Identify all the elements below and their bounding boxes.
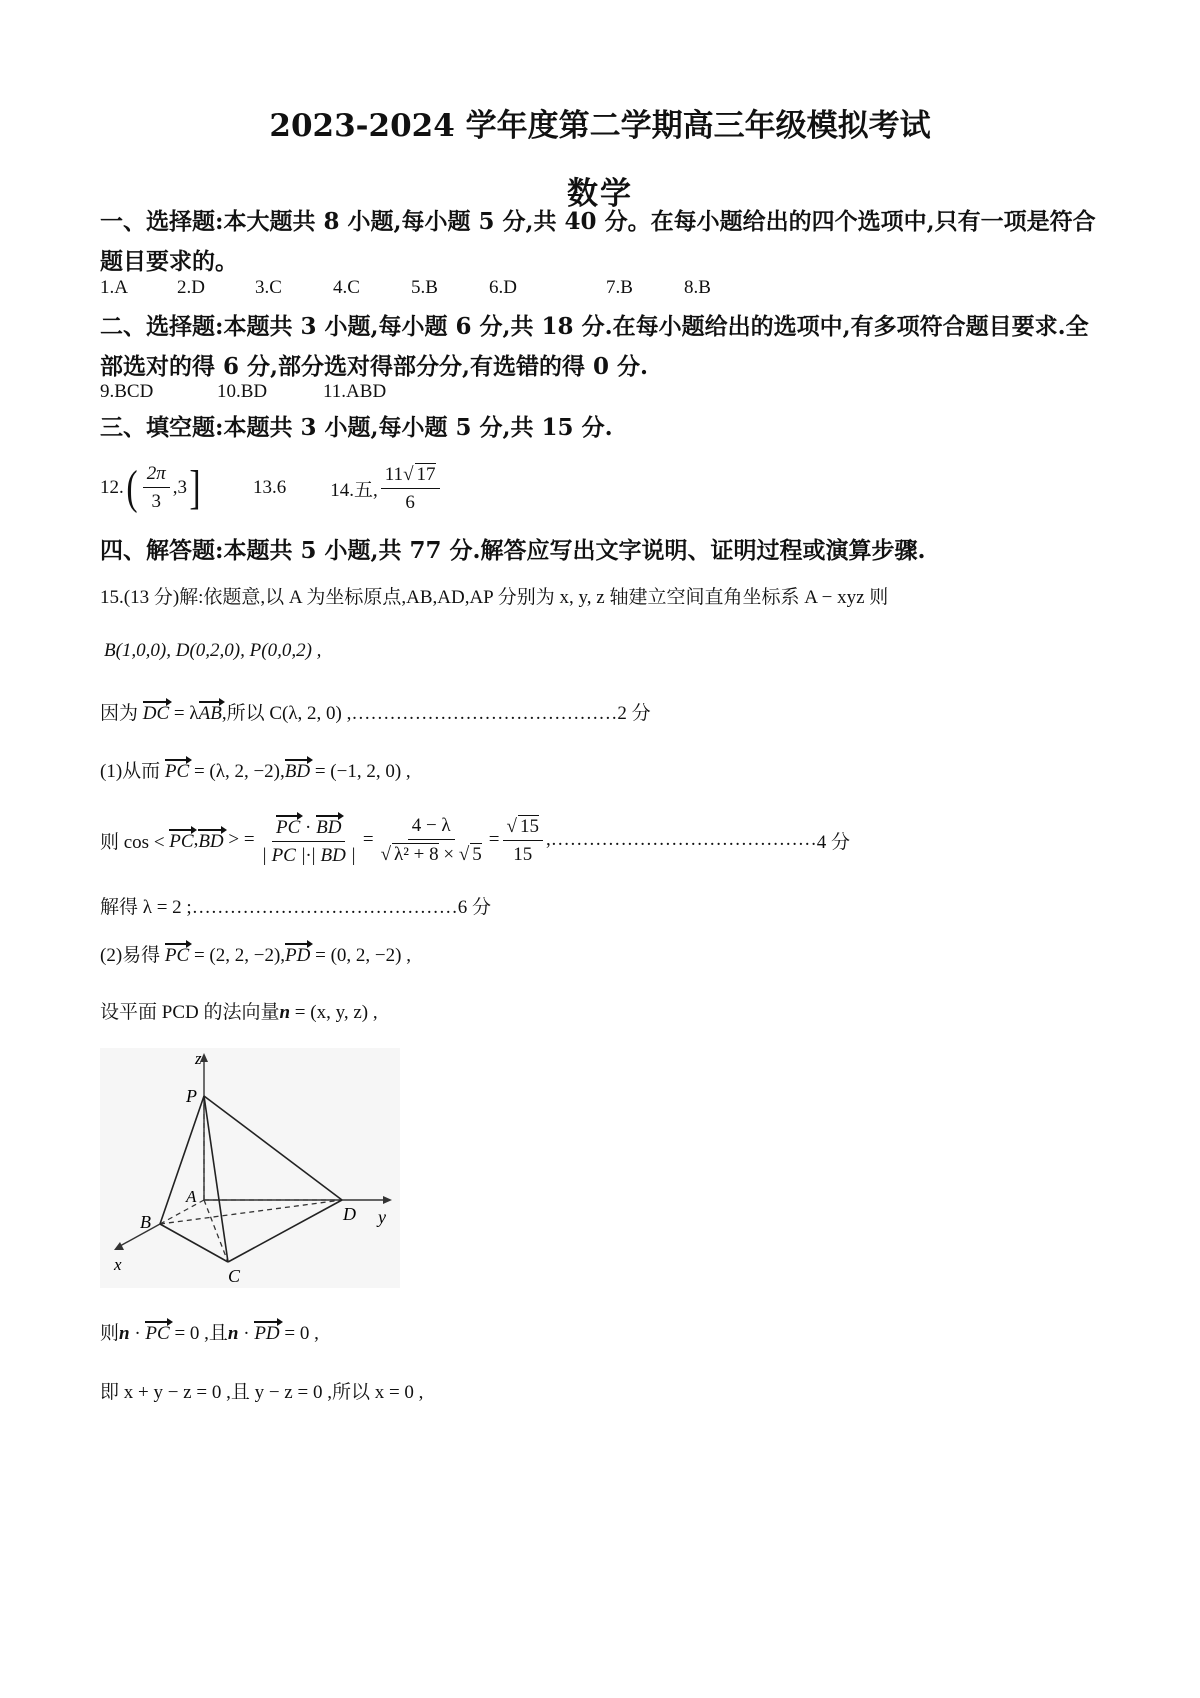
cos-fraction-1-numerator: [272, 813, 345, 842]
line8-text-b: = (x, y, z) ,: [290, 1002, 378, 1023]
section-4-heading: 四、解答题:本题共 5 小题,共 77 分.解答应写出文字说明、证明过程或演算步骤.: [100, 537, 926, 564]
line3-score: 2 分: [617, 703, 651, 724]
cos-vector-bd: BD: [198, 827, 223, 853]
vector-pc-2: PC: [165, 941, 189, 967]
label-a: A: [186, 1187, 197, 1206]
answer-4: 4.C: [333, 277, 360, 298]
pyramid-figure: [100, 1048, 400, 1288]
line3-text-b: = λ: [169, 703, 199, 724]
solution-line-9: [100, 1318, 319, 1345]
answer-12-label: 12.: [100, 477, 124, 498]
radicand-5: 5: [472, 843, 482, 865]
vector-pd: PD: [285, 941, 310, 967]
line4-text-c: = (−1, 2, 0) ,: [310, 761, 411, 782]
solution-line-1: 15.(13 分)解:依题意,以 A 为坐标原点,AB,AD,AP 分别为 x, y, z 轴建立空间直角坐标系 A − xyz 则: [100, 587, 889, 608]
section-3-answers: [100, 456, 443, 520]
solution-line-3: [100, 698, 651, 725]
radicand-lambda: λ² + 8: [394, 843, 439, 865]
answer-14-coef: 11: [384, 463, 404, 485]
solution-line-2: B(1,0,0), D(0,2,0), P(0,0,2) ,: [104, 640, 322, 661]
answer-10: 10.BD: [217, 381, 268, 402]
section-2-heading: 二、选择题:本题共 3 小题,每小题 6 分,共 18 分.在每小题给出的选项中,有多项符合题目要求.全部选对的得 6 分,部分选对得部分分,有选错的得 0 分.: [100, 313, 1089, 380]
line9-dot-1: ·: [129, 1323, 146, 1344]
line7-text-a: (2)易得: [100, 945, 161, 966]
subject-title: 数学: [567, 176, 633, 212]
line9-text-c: = 0 ,: [279, 1323, 319, 1344]
answer-8: 8.B: [684, 277, 711, 298]
line7-text-c: = (0, 2, −2) ,: [310, 945, 411, 966]
line5-eq-1: =: [362, 829, 374, 850]
section-3-heading: 三、填空题:本题共 3 小题,每小题 5 分,共 15 分.: [100, 414, 613, 441]
label-c: C: [228, 1266, 241, 1286]
line3-dots: ……………………………………: [351, 703, 618, 724]
answer-7: 7.B: [606, 277, 633, 298]
answer-2: 2.D: [177, 277, 205, 298]
label-x: x: [114, 1255, 122, 1274]
section-1-heading: 一、选择题:本大题共 8 小题,每小题 5 分,共 40 分。在每小题给出的四个选项中,只有一项是符合题目要求的。: [100, 208, 1096, 275]
answer-9: 9.BCD: [100, 381, 154, 402]
normal-vector-n-2: n: [227, 1323, 239, 1344]
answer-12-fraction: [143, 463, 170, 513]
line5-sep: ,: [193, 829, 199, 850]
cos-fraction-3: [503, 815, 543, 866]
answer-14-numerator: 11√ 17: [381, 463, 440, 489]
vector-dc: DC: [143, 699, 169, 725]
answer-12-rest: ,3: [172, 477, 188, 498]
answer-5: 5.B: [411, 277, 438, 298]
cos-fraction-2-denominator: √ λ² + 8 × √ 5: [380, 843, 482, 865]
line7-text-b: = (2, 2, −2),: [189, 945, 286, 966]
label-z: z: [195, 1049, 202, 1068]
vector-pc: PC: [165, 757, 189, 783]
line5-eq-2: =: [488, 829, 500, 850]
answer-12-close-bracket: ]: [189, 461, 201, 514]
label-b: B: [140, 1212, 151, 1232]
cos-vector-pc: PC: [169, 827, 193, 853]
answer-14-fraction: [381, 463, 440, 514]
frac-dot: ·: [305, 817, 312, 838]
line4-text-a: (1)从而: [100, 761, 161, 782]
solution-line-7: [100, 940, 411, 967]
cos-fraction-3-numerator: √ 15: [503, 815, 543, 841]
line5-text-b: > =: [228, 829, 255, 850]
exam-title: 2023-2024 学年度第二学期高三年级模拟考试: [269, 108, 931, 144]
line9-text-b: = 0 ,且: [169, 1323, 228, 1344]
answer-12-numerator: 2π: [143, 463, 170, 488]
vector-pc-3: PC: [145, 1319, 169, 1345]
frac-vector-pc: PC: [276, 813, 300, 839]
cos-fraction-3-denominator: 15: [513, 843, 533, 865]
section-2-answers: [100, 381, 386, 403]
answer-14-denominator: 6: [405, 491, 415, 513]
answer-12-denominator: 3: [151, 491, 161, 512]
cos-fraction-1-denominator: | PC |·| BD |: [261, 845, 356, 866]
line9-text-a: 则: [100, 1323, 120, 1344]
line6-score: 6 分: [457, 897, 491, 918]
answer-6: 6.D: [489, 277, 517, 298]
answer-11: 11.ABD: [323, 381, 387, 402]
line3-text-c: ,所以 C(λ, 2, 0) ,: [221, 703, 352, 724]
line6-dots: ……………………………………: [191, 897, 458, 918]
cos-fraction-2: [377, 815, 486, 866]
radicand-15: 15: [519, 815, 539, 837]
answer-12-open-paren: (: [126, 461, 138, 514]
line8-text-a: 设平面 PCD 的法向量: [100, 1002, 280, 1023]
answer-3: 3.C: [255, 277, 282, 298]
answer-14-radicand: 17: [416, 463, 436, 485]
line9-dot-2: ·: [238, 1323, 255, 1344]
solution-line-6: [100, 892, 491, 919]
line4-text-b: = (λ, 2, −2),: [189, 761, 285, 782]
figure-background: [100, 1048, 400, 1288]
normal-vector-n-1: n: [119, 1323, 130, 1344]
section-1-answers: [100, 277, 711, 299]
answer-13: 13.6: [253, 477, 287, 498]
label-d: D: [343, 1204, 356, 1224]
vector-ab: AB: [199, 699, 222, 725]
solution-line-8: [100, 997, 378, 1024]
cos-fraction-2-numerator: 4 − λ: [408, 815, 455, 840]
line6-text: 解得 λ = 2 ;: [100, 897, 192, 918]
answer-14-label: 14.五,: [330, 479, 378, 501]
line3-text-a: 因为: [100, 703, 139, 724]
solution-line-5: [100, 808, 850, 872]
vector-pd-2: PD: [254, 1319, 279, 1345]
solution-line-10: 即 x + y − z = 0 ,且 y − z = 0 ,所以 x = 0 ,: [100, 1382, 424, 1403]
normal-vector-n: n: [279, 1002, 291, 1023]
frac-vector-bd: BD: [316, 813, 341, 839]
label-p: P: [186, 1086, 197, 1106]
line5-text-a: 则 cos <: [100, 831, 165, 853]
vector-bd: BD: [285, 757, 310, 783]
solution-line-4: [100, 756, 411, 783]
line5-score: 4 分: [816, 831, 850, 853]
label-y: y: [378, 1207, 386, 1227]
times-sign: ×: [443, 843, 459, 865]
line5-text-c: ,: [545, 829, 551, 850]
answer-1: 1.A: [100, 277, 128, 298]
line5-dots: ……………………………………: [550, 829, 817, 850]
cos-fraction-1: [258, 813, 360, 867]
